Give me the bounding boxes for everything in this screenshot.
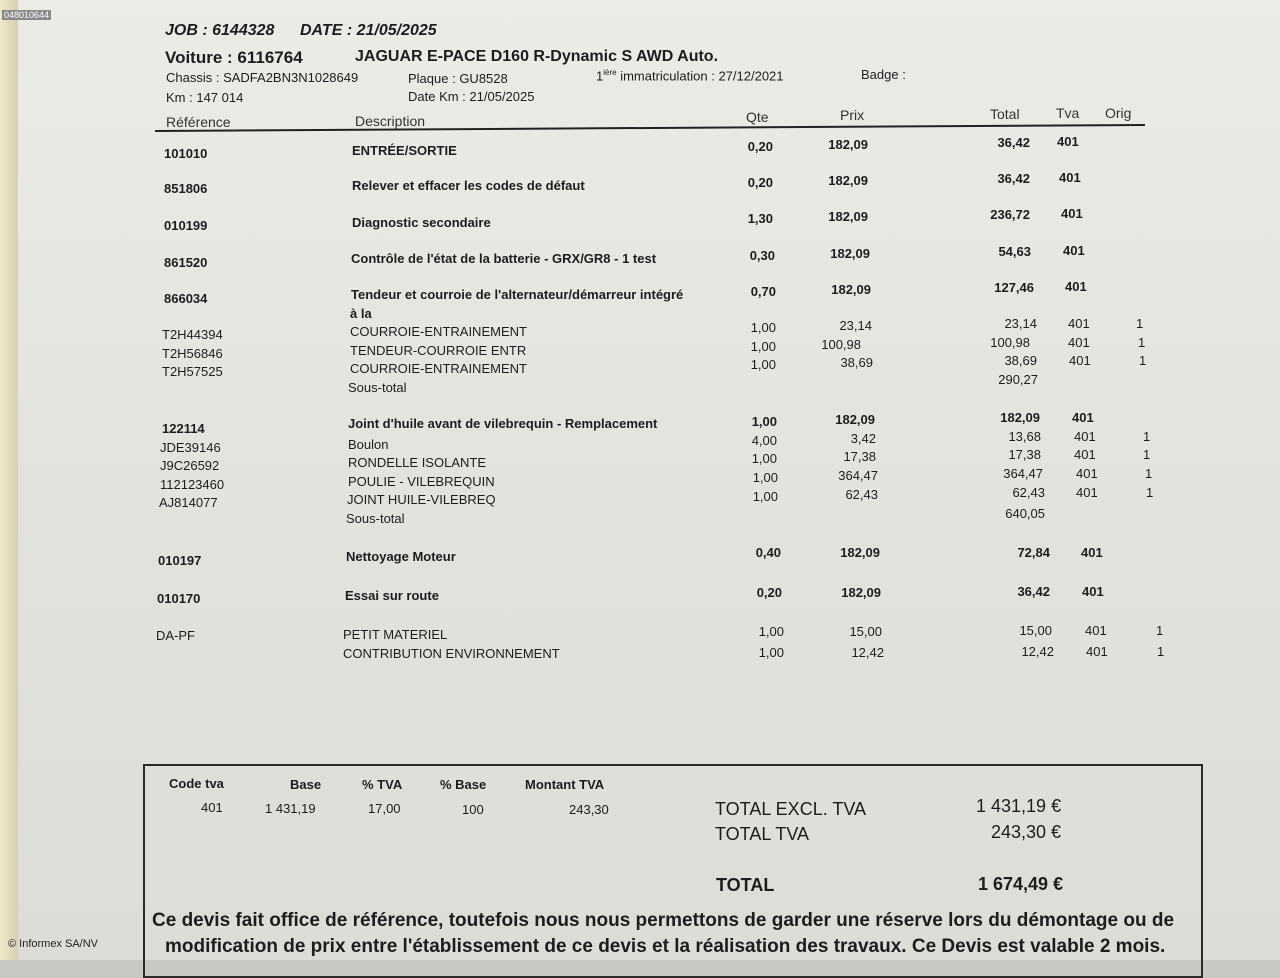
vehicle-number: Voiture : 6116764 (165, 48, 303, 67)
cell-qte: 1,00 (758, 645, 784, 660)
cell-prix: 23,14 (839, 318, 872, 333)
cell-prix: 182,09 (828, 137, 868, 152)
cell-desc: Relever et effacer les codes de défaut (352, 178, 585, 193)
cell-desc: COURROIE-ENTRAINEMENT (350, 361, 527, 376)
cell-ref: J9C26592 (160, 458, 220, 473)
cell-desc: TENDEUR-COURROIE ENTR (350, 343, 527, 358)
cell-total: 62,43 (1012, 485, 1045, 500)
cell-desc: COURROIE-ENTRAINEMENT (350, 324, 527, 339)
vat-base: 1 431,19 (265, 801, 316, 816)
cell-tva: 401 (1072, 410, 1094, 425)
cell-prix: 182,09 (831, 282, 871, 297)
cell-desc: Essai sur route (345, 588, 439, 603)
cell-qte: 1,30 (747, 211, 773, 226)
cell-prix: 182,09 (841, 585, 881, 600)
badge-label: Badge : (861, 67, 906, 82)
cell-total: 54,63 (998, 244, 1031, 259)
cell-tva: 401 (1076, 485, 1098, 500)
copyright-watermark: © Informex SA/NV (8, 938, 99, 950)
cell-ref: AJ814077 (159, 495, 218, 510)
cell-total: 38,69 (1004, 353, 1037, 368)
cell-prix: 3,42 (850, 431, 876, 446)
cell-tva: 401 (1061, 206, 1083, 221)
cell-orig: 1 (1143, 429, 1151, 444)
cell-tva: 401 (1074, 447, 1096, 462)
cell-qte: 0,70 (750, 284, 776, 299)
col-orig: Orig (1105, 105, 1132, 121)
vat-base-pct: 100 (462, 802, 484, 817)
cell-prix: 17,38 (843, 449, 876, 464)
cell-total: 100,98 (990, 335, 1030, 350)
cell-desc: Sous-total (346, 511, 405, 526)
vat-code: 401 (201, 800, 223, 815)
col-qte: Qte (746, 109, 769, 125)
cell-desc: ENTRÉE/SORTIE (352, 143, 457, 158)
cell-ref: JDE39146 (160, 440, 221, 455)
cell-tva: 401 (1057, 134, 1079, 149)
cell-desc: Joint d'huile avant de vilebrequin - Remplacement (348, 416, 658, 431)
mileage-date: Date Km : 21/05/2025 (408, 89, 535, 104)
cell-desc: RONDELLE ISOLANTE (348, 455, 486, 470)
document-code: 048010644 (4, 10, 50, 20)
vat-header-amount: Montant TVA (525, 777, 605, 792)
cell-qte: 1,00 (758, 624, 784, 639)
total-excl-label: TOTAL EXCL. TVA (715, 799, 867, 819)
cell-total: 15,00 (1019, 623, 1052, 638)
cell-total: 640,05 (1005, 506, 1045, 521)
cell-qte: 1,00 (750, 339, 776, 354)
cell-qte: 1,00 (750, 320, 776, 335)
cell-desc: Boulon (348, 437, 389, 452)
cell-qte: 0,30 (749, 248, 775, 263)
cell-qte: 1,00 (750, 357, 776, 372)
total-tva-value: 243,30 € (991, 822, 1062, 842)
cell-orig: 1 (1146, 485, 1154, 500)
cell-total: 290,27 (998, 372, 1038, 387)
col-reference: Référence (166, 114, 231, 130)
cell-qte: 1,00 (752, 489, 778, 504)
cell-desc: CONTRIBUTION ENVIRONNEMENT (343, 646, 560, 661)
cell-orig: 1 (1145, 466, 1153, 481)
first-registration: $1^{ière}$ immatriculation : 27/12/2021 (596, 68, 784, 84)
cell-tva: 401 (1069, 353, 1091, 368)
col-description: Description (355, 113, 426, 129)
cell-total: 23,14 (1004, 316, 1037, 331)
cell-total: 17,38 (1008, 447, 1041, 462)
cell-prix: 100,98 (821, 337, 861, 352)
total-excl-value: 1 431,19 € (976, 796, 1062, 816)
cell-desc: JOINT HUILE-VILEBREQ (347, 492, 496, 507)
cell-tva: 401 (1059, 170, 1081, 185)
vat-header-base-pct: % Base (440, 777, 487, 792)
cell-qte: 0,20 (747, 175, 773, 190)
cell-ref: T2H44394 (162, 327, 223, 342)
cell-orig: 1 (1157, 644, 1165, 659)
cell-prix: 182,09 (830, 246, 870, 261)
cell-desc: Sous-total (348, 380, 407, 395)
cell-ref: 010197 (158, 553, 202, 568)
cell-prix: 182,09 (828, 173, 868, 188)
cell-desc: Contrôle de l'état de la batterie - GRX/GR8 - 1 test (351, 251, 657, 266)
cell-total: 13,68 (1008, 429, 1041, 444)
cell-desc: Diagnostic secondaire (352, 215, 491, 230)
cell-desc: Nettoyage Moteur (346, 549, 456, 564)
footer-line-1: Ce devis fait office de référence, toutefois nous nous permettons de garder une réserve lors du démontage ou de (152, 910, 1175, 931)
cell-desc: POULIE - VILEBREQUIN (348, 474, 495, 489)
cell-orig: 1 (1139, 353, 1147, 368)
grand-total-value: 1 674,49 € (978, 874, 1064, 894)
cell-orig: 1 (1156, 623, 1164, 638)
cell-tva: 401 (1068, 335, 1090, 350)
cell-prix: 182,09 (828, 209, 868, 224)
col-total: Total (990, 106, 1020, 122)
cell-tva: 401 (1085, 623, 1107, 638)
cell-ref: 122114 (162, 421, 205, 436)
footer-line-2: modification de prix entre l'établissement de ce devis et la réalisation des travaux. Ce Devis est valable 2 mois. (165, 936, 1166, 957)
cell-orig: 1 (1138, 335, 1146, 350)
cell-tva: 401 (1074, 429, 1096, 444)
job-date: DATE : 21/05/2025 (300, 22, 437, 39)
cell-desc: Tendeur et courroie de l'alternateur/démarreur intégré (351, 287, 684, 302)
cell-total: 36,42 (1017, 584, 1050, 599)
cell-ref: 112123460 (160, 477, 225, 492)
col-prix: Prix (840, 107, 865, 123)
cell-ref: 851806 (164, 181, 208, 196)
cell-ref: 010199 (164, 218, 208, 233)
vat-header-rate: % TVA (362, 777, 403, 792)
cell-qte: 1,00 (751, 414, 777, 429)
chassis: Chassis : SADFA2BN3N1028649 (166, 70, 359, 85)
vat-amount: 243,30 (569, 802, 609, 817)
grand-total-label: TOTAL (716, 875, 775, 895)
cell-prix: 15,00 (849, 624, 882, 639)
cell-tva: 401 (1076, 466, 1098, 481)
cell-desc: PETIT MATERIEL (343, 627, 448, 642)
cell-total: 36,42 (997, 135, 1030, 150)
cell-qte: 4,00 (751, 433, 777, 448)
cell-tva: 401 (1068, 316, 1090, 331)
cell-qte: 1,00 (751, 451, 777, 466)
cell-tva: 401 (1086, 644, 1108, 659)
cell-qte: 0,20 (756, 585, 782, 600)
cell-prix: 182,09 (835, 412, 875, 427)
cell-orig: 1 (1136, 316, 1144, 331)
cell-tva: 401 (1082, 584, 1104, 599)
cell-total: 236,72 (990, 207, 1030, 222)
cell-prix: 12,42 (851, 645, 884, 660)
cell-ref: DA-PF (156, 628, 195, 643)
cell-tva: 401 (1081, 545, 1103, 560)
cell-ref: T2H57525 (162, 364, 223, 379)
cell-tva: 401 (1065, 279, 1087, 294)
cell-tva: 401 (1063, 243, 1085, 258)
page-left-edge (0, 0, 18, 960)
cell-total: 182,09 (1000, 410, 1040, 425)
plate: Plaque : GU8528 (408, 71, 508, 86)
total-tva-label: TOTAL TVA (715, 824, 810, 844)
cell-ref: 010170 (157, 591, 201, 606)
cell-ref: 861520 (164, 255, 208, 270)
col-tva: Tva (1056, 105, 1080, 121)
cell-total: 364,47 (1003, 466, 1043, 481)
cell-total: 36,42 (997, 171, 1030, 186)
vat-rate: 17,00 (368, 801, 401, 816)
cell-qte: 0,20 (747, 139, 773, 154)
cell-ref: 101010 (164, 146, 208, 161)
cell-qte: 1,00 (752, 470, 778, 485)
cell-prix: 182,09 (840, 545, 880, 560)
cell-prix: 38,69 (840, 355, 873, 370)
cell-desc-continued: à la (350, 306, 372, 321)
cell-total: 12,42 (1021, 644, 1054, 659)
cell-qte: 0,40 (755, 545, 781, 560)
job-number: JOB : 6144328 (165, 22, 275, 39)
cell-prix: 364,47 (838, 468, 878, 483)
vehicle-model: JAGUAR E-PACE D160 R-Dynamic S AWD Auto. (355, 48, 719, 65)
cell-prix: 62,43 (845, 487, 878, 502)
cell-orig: 1 (1143, 447, 1151, 462)
mileage: Km : 147 014 (166, 90, 244, 105)
cell-total: 72,84 (1017, 545, 1050, 560)
vat-header-base: Base (290, 777, 322, 792)
cell-total: 127,46 (994, 280, 1034, 295)
cell-ref: 866034 (164, 291, 208, 306)
vat-header-code: Code tva (169, 776, 224, 791)
cell-ref: T2H56846 (162, 346, 223, 361)
